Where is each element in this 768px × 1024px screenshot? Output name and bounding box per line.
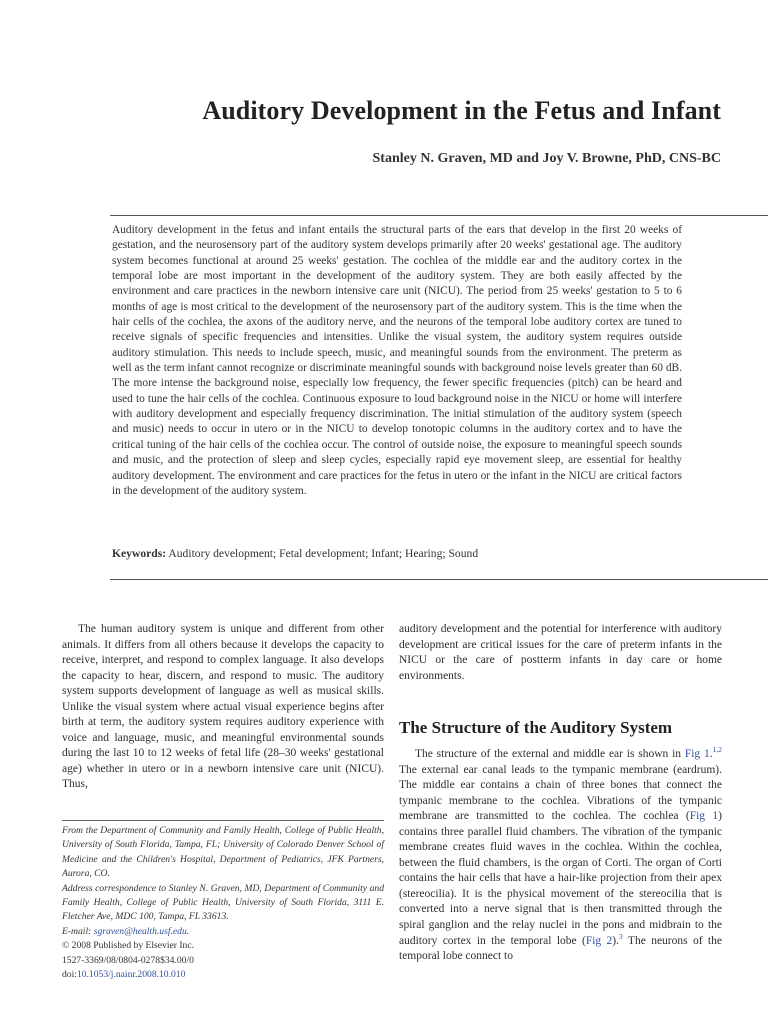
section-text-5: The neurons of the temporal lobe connect to bbox=[399, 934, 722, 963]
intro-paragraph-left: The human auditory system is unique and different from other animals. It differs from all others because it develops the capacity to receive, interpret, and respond to complex language. It also develops the capacity to hear, discern, and respond to music. The auditory system supports development of language as well as musical skills. Unlike the visual system where actual visual experience begins after birth at term, the auditory system requires auditory experience with voice and language, music, and meaningful environmental sounds during the last 10 to 12 weeks of fetal life (28–30 weeks' gestational age) whether in utero or in a newborn intensive care unit (NICU). Thus, bbox=[62, 623, 384, 791]
fig1-link-2[interactable]: Fig 1 bbox=[689, 810, 719, 823]
section-paragraph: The structure of the external and middle ear is shown in Fig 1.$^{1,2}$ The external ear canal leads to the tympanic membrane (eardrum). The middle ear contains a chain of three bones that connect the tympanic membrane to the cochlea. Vibrations of the tympanic membrane are transmitted to the cochlea. The cochlea (Fig 1) contains three parallel fluid chambers. The vibration of the tympanic membrane creates fluid waves in the cochlea. Within the cochlea, between the fluid chambers, is the organ of Corti. The organ of Corti contains the hair cells that have a hair-like projection from their apex (stereocilia). It is the physical movement of the stereocilia that is converted into a nerve signal that is then transmitted through the spiral ganglion and the relay nuclei in the pons and midbrain to the auditory cortex in the temporal lobe (Fig 2).$^3$ The neurons of the temporal lobe connect to bbox=[399, 745, 723, 963]
section-heading: The Structure of the Auditory System bbox=[399, 718, 673, 737]
keywords-label: Keywords: bbox=[112, 547, 167, 560]
footnote-affiliation: From the Department of Community and Family Health, College of Public Health, University of South Florida, Tampa, FL; University of Colorado Denver School of Medicine and the Children's Hospital, Department of Pediatrics, JFK Partners, Aurora, CO. bbox=[62, 825, 384, 880]
fig2-link[interactable]: Fig 2 bbox=[585, 934, 613, 947]
keywords-text: Auditory development; Fetal development; Infant; Hearing; Sound bbox=[168, 547, 479, 560]
reference-link-1[interactable]: 1,2 bbox=[712, 745, 722, 755]
email-label: E-mail: bbox=[62, 925, 94, 937]
section-text-4: ). bbox=[612, 934, 620, 947]
email-end: . bbox=[186, 925, 190, 937]
doi-label: doi: bbox=[62, 969, 77, 981]
intro-paragraph-right: auditory development and the potential for interference with auditory development are critical issues for the care of preterm infants in the NICU or the care of postterm infants in day care or home environments. bbox=[399, 623, 722, 682]
reference-link-3[interactable]: 3 bbox=[619, 931, 623, 941]
doi-link[interactable]: 10.1053/j.nainr.2008.10.010 bbox=[76, 969, 186, 981]
footnote-issn: 1527-3369/08/0804-0278$34.00/0 bbox=[62, 954, 194, 966]
abstract-section bbox=[110, 215, 768, 580]
article-authors: Stanley N. Graven, MD and Joy V. Browne, PhD, CNS-BC bbox=[372, 151, 721, 166]
keywords-line bbox=[112, 547, 478, 560]
section-text-3: ) contains three parallel fluid chambers. The vibration of the tympanic membrane creates fluid waves in the cochlea. Within the cochlea, between the fluid chambers, is the organ of Corti. The organ of Corti contains the hair cells that have a hair-like projection from their apex (stereocilia). It is the physical movement of the stereocilia that is converted into a nerve signal that is then transmitted through the spiral ganglion and the relay nuclei in the pons and midbrain to the auditory cortex in the temporal lobe ( bbox=[399, 810, 723, 947]
fig1-link[interactable]: Fig 1 bbox=[684, 748, 710, 760]
footnote-correspondence: Address correspondence to Stanley N. Graven, MD, Department of Community and Family Health, College of Public Health, University of South Florida, 3111 E. Fletcher Ave, MDC 100, Tampa, FL 33613. bbox=[62, 882, 384, 923]
footnotes bbox=[62, 824, 384, 982]
abstract-text: Auditory development in the fetus and infant entails the structural parts of the ears that develop in the first 20 weeks of gestation, and the neurosensory part of the auditory system develops primarily after 20 weeks' gestational age. The auditory system becomes functional at around 25 weeks' gestation. The cochlea of the middle ear and the auditory cortex in the temporal lobe are most important in the development of the auditory system. They are both easily affected by the environment and care practices in the newborn intensive care unit (NICU). The period from 25 weeks' gestation to 5 to 6 months of age is most critical to the development of the neurosensory part of the auditory system. This is the time when the hair cells of the cochlea, the axons of the auditory nerve, and the neurons of the temporal lobe auditory cortex are tuned to receive signals of specific frequencies and intensities. Unlike the visual system, the auditory system requires outside auditory stimulation. This needs to include speech, music, and meaningful sounds from the environment. The preterm as well as the term infant cannot recognize or discriminate meaningful sounds with background noise levels greater than 60 dB. The more intense the background noise, especially low frequency, the fewer specific frequencies (pitch) can be heard and used to tune the hair cells of the cochlea. Continuous exposure to loud background noise in the NICU or home will interfere with auditory development and especially frequency discrimination. The initial stimulation of the auditory system (speech and music) needs to occur in utero or in the NICU to develop tonotopic columns in the auditory cortex and to have the critical tuning of the hair cells of the cochlea occur. The control of outside noise, the exposure to meaningful speech sounds and music, and the protection of sleep and sleep cycles, especially rapid eye movement sleep, are essential for healthy auditory development. The environment and care practices for the fetus in utero or the infant in the NICU are critical factors in the development of the auditory system. bbox=[112, 224, 682, 497]
footnote-divider bbox=[62, 820, 384, 821]
email-link[interactable]: sgraven@health.usf.edu bbox=[93, 925, 187, 937]
section-text-1: The structure of the external and middle ear is shown in bbox=[415, 748, 685, 760]
footnote-email-line bbox=[62, 925, 384, 939]
intro-right-column bbox=[399, 622, 722, 684]
article-title: Auditory Development in the Fetus and Infant bbox=[202, 96, 721, 125]
intro-left-column bbox=[62, 622, 384, 793]
section-text-2: The external ear canal leads to the tympanic membrane (eardrum). The middle ear contains a chain of three bones that connect the tympanic membrane to the cochlea. Vibrations of the tympanic membrane are transmitted to the cochlea. The cochlea ( bbox=[399, 763, 722, 823]
section-body-column bbox=[399, 747, 722, 965]
footnote-doi-line bbox=[62, 968, 384, 982]
footnote-copyright: © 2008 Published by Elsevier Inc. bbox=[62, 940, 194, 952]
